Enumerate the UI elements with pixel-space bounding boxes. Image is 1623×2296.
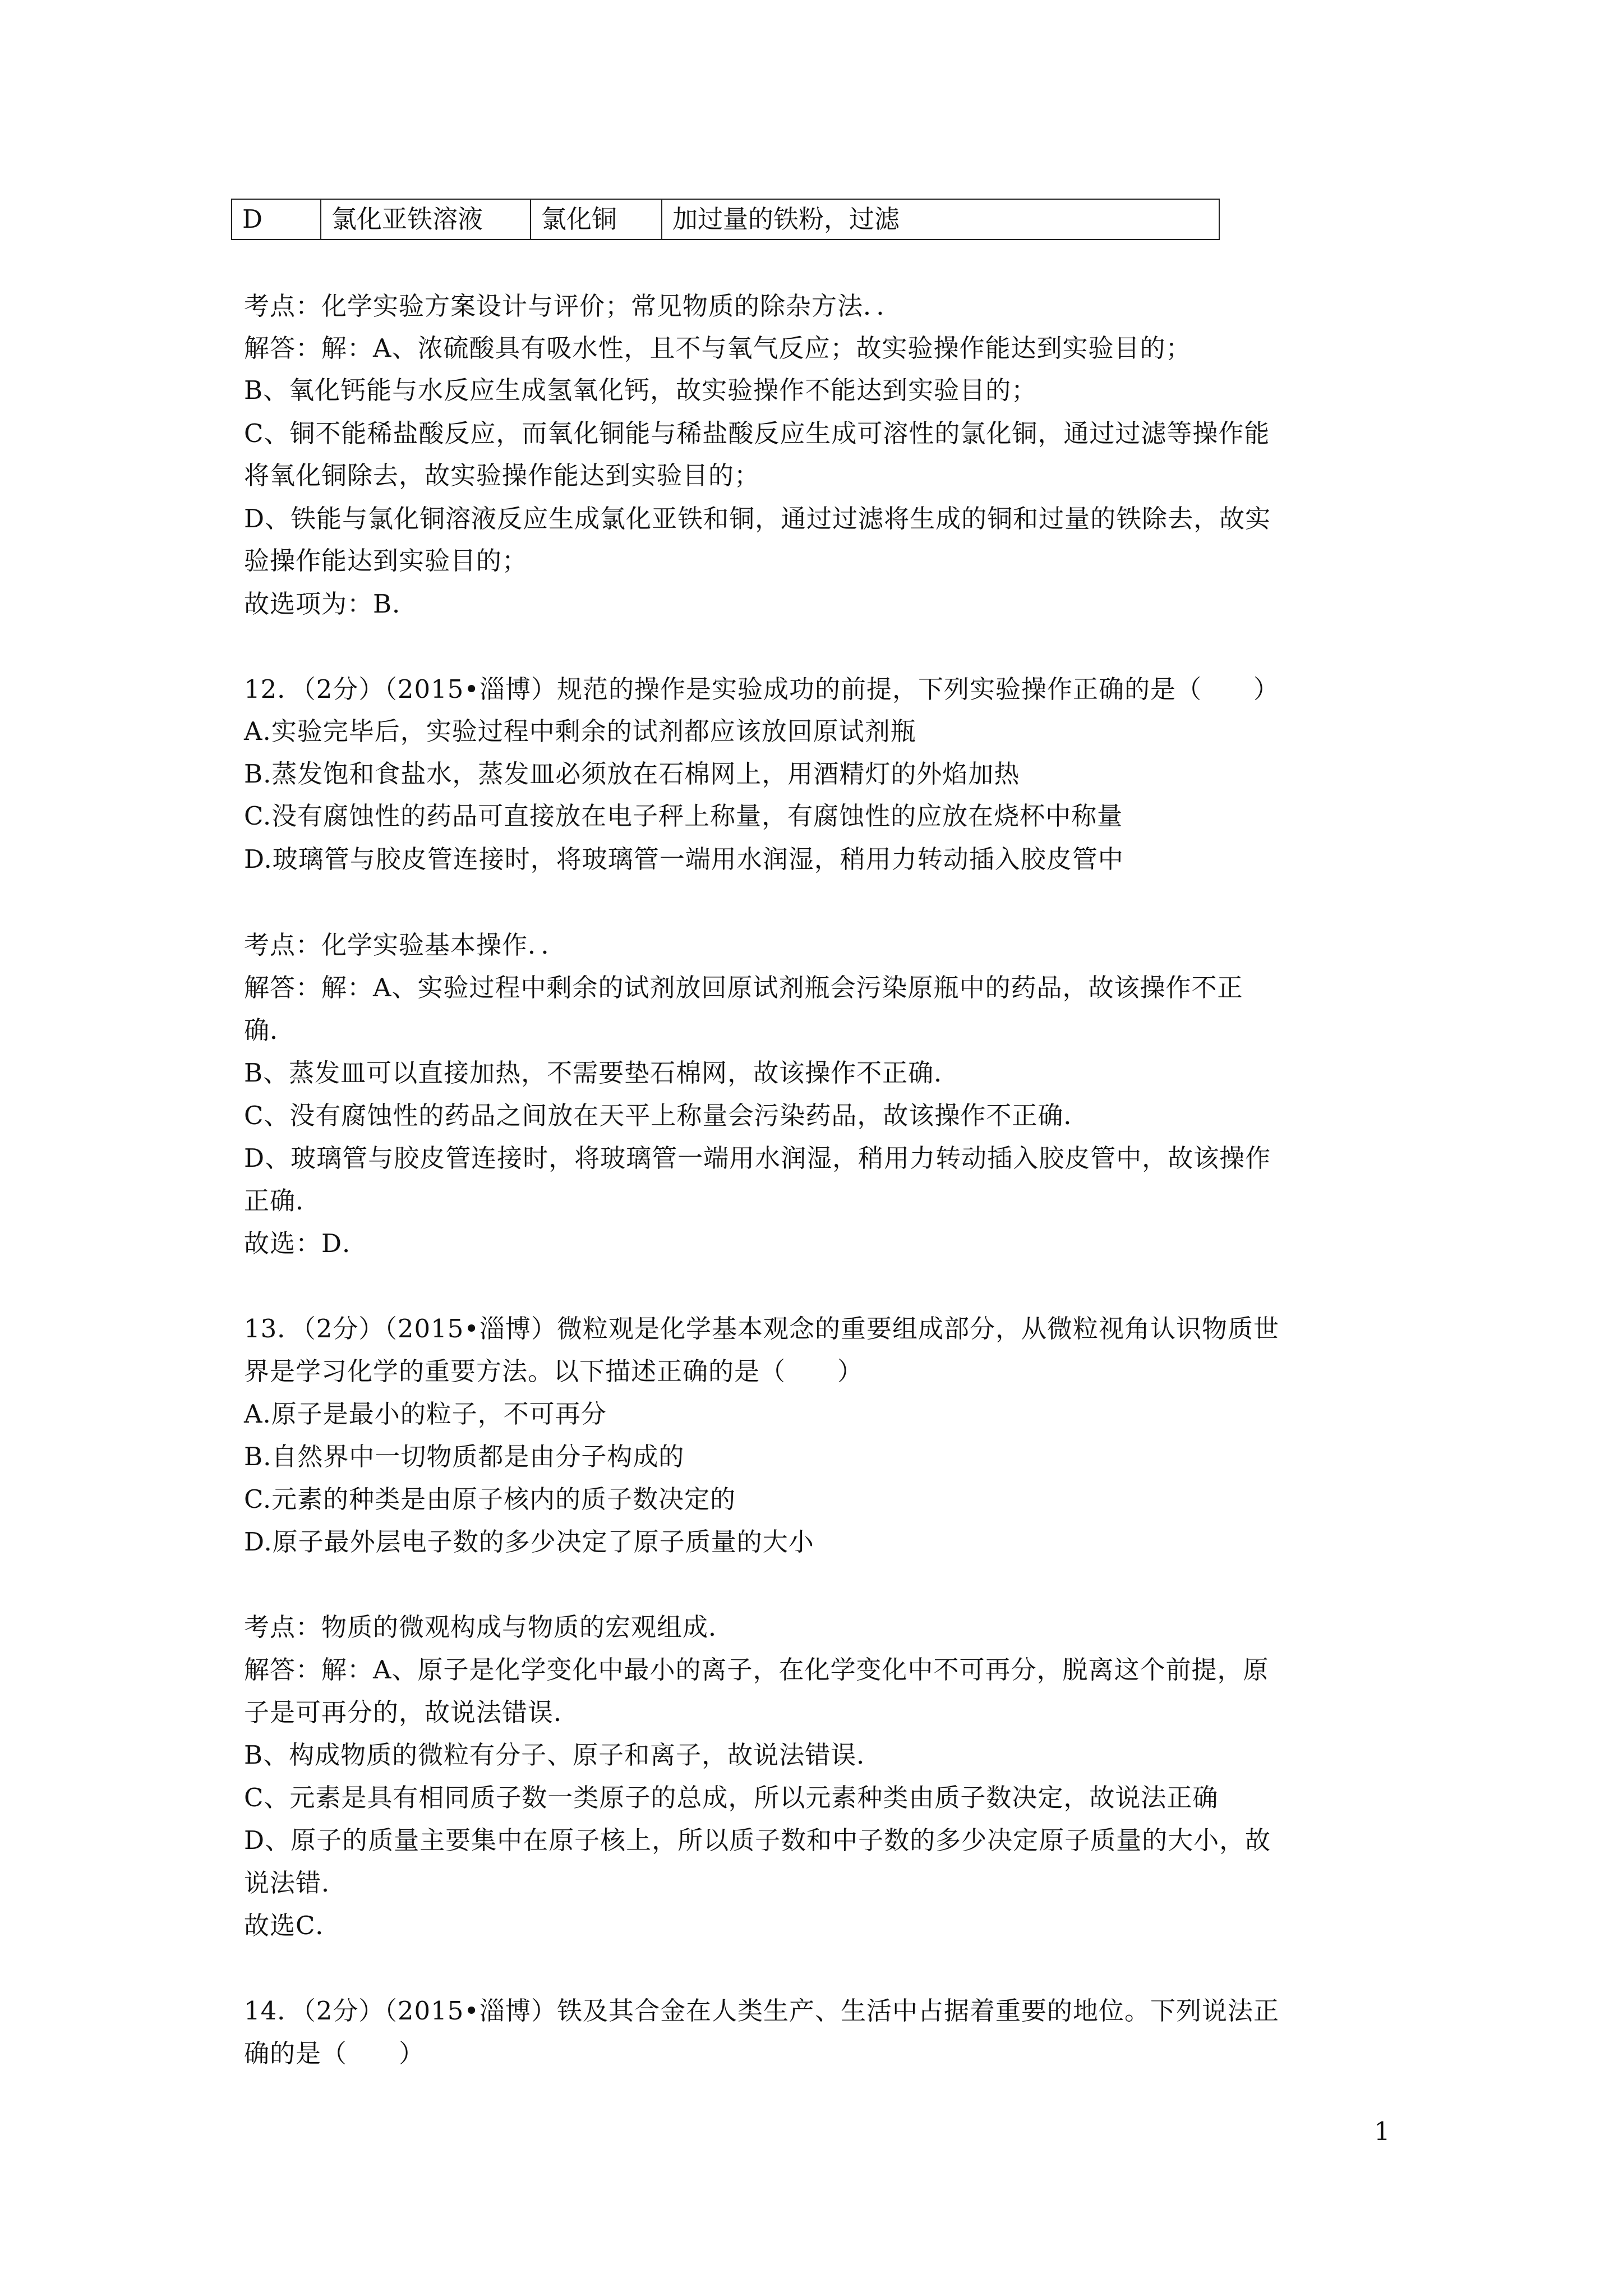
table-row — [232, 199, 1219, 240]
text-line: 解答：解：A、原子是化学变化中最小的离子，在化学变化中不可再分，脱离这个前提，原 — [244, 1655, 1269, 1685]
text-line: 考点：化学实验基本操作．． — [244, 930, 567, 960]
question-title: 确的是（ ） — [244, 2039, 425, 2068]
option-line: B.自然界中一切物质都是由分子构成的 — [244, 1442, 685, 1471]
text-line: 解答：解：A、浓硫酸具有吸水性，且不与氧气反应；故实验操作能达到实验目的； — [244, 333, 1192, 363]
text-line: 故选：D． — [244, 1228, 368, 1258]
text-line: 将氧化铜除去，故实验操作能达到实验目的； — [244, 461, 760, 490]
question-title: 13．（2分）（2015•淄博）微粒观是化学基本观念的重要组成部分，从微粒视角认识物质世 — [244, 1314, 1279, 1343]
table-cell: 加过量的铁粉，过滤 — [662, 199, 1219, 240]
text-line: C、没有腐蚀性的药品之间放在天平上称量会污染药品，故该操作不正确． — [244, 1101, 1090, 1130]
text-line: C、元素是具有相同质子数一类原子的总成，所以元素种类由质子数决定，故说法正确 — [244, 1783, 1219, 1812]
question-title: 界是学习化学的重要方法。以下描述正确的是（ ） — [244, 1356, 864, 1386]
text-line: 确． — [244, 1015, 296, 1045]
text-line: 说法错． — [244, 1868, 348, 1898]
text-line: 验操作能达到实验目的； — [244, 546, 528, 576]
text-line: B、蒸发皿可以直接加热，不需要垫石棉网，故该操作不正确． — [244, 1058, 960, 1088]
question-title: 12．（2分）（2015•淄博）规范的操作是实验成功的前提，下列实验操作正确的是（ ） — [244, 674, 1279, 704]
text-line: 正确． — [244, 1186, 322, 1216]
option-line: D.原子最外层电子数的多少决定了原子质量的大小 — [244, 1527, 814, 1557]
text-line: B、氧化钙能与水反应生成氢氧化钙，故实验操作不能达到实验目的； — [244, 375, 1038, 405]
text-line: 解答：解：A、实验过程中剩余的试剂放回原试剂瓶会污染原瓶中的药品，故该操作不正 — [244, 973, 1243, 1002]
option-line: C.元素的种类是由原子核内的质子数决定的 — [244, 1484, 736, 1514]
text-line: B、构成物质的微粒有分子、原子和离子，故说法错误． — [244, 1740, 883, 1770]
table-cell: 氯化铜 — [531, 199, 662, 240]
text-line: D、原子的质量主要集中在原子核上，所以质子数和中子数的多少决定原子质量的大小，故 — [244, 1825, 1271, 1855]
question-title: 14．（2分）（2015•淄博）铁及其合金在人类生产、生活中占据着重要的地位。下列说法正 — [244, 1996, 1279, 2026]
options-table — [231, 199, 1220, 240]
text-line: 考点：化学实验方案设计与评价；常见物质的除杂方法．． — [244, 291, 902, 321]
text-line: C、铜不能稀盐酸反应，而氧化铜能与稀盐酸反应生成可溶性的氯化铜，通过过滤等操作能 — [244, 418, 1270, 448]
text-line: D、铁能与氯化铜溶液反应生成氯化亚铁和铜，通过过滤将生成的铜和过量的铁除去，故实 — [244, 504, 1271, 533]
option-line: A.原子是最小的粒子，不可再分 — [244, 1399, 607, 1429]
text-line: 子是可再分的，故说法错误． — [244, 1697, 580, 1727]
page-number: 1 — [1374, 2116, 1390, 2146]
option-line: A.实验完毕后，实验过程中剩余的试剂都应该放回原试剂瓶 — [244, 716, 916, 746]
option-line: B.蒸发饱和食盐水，蒸发皿必须放在石棉网上，用酒精灯的外焰加热 — [244, 759, 1020, 789]
text-line: D、玻璃管与胶皮管连接时，将玻璃管一端用水润湿，稍用力转动插入胶皮管中，故该操作 — [244, 1143, 1271, 1173]
option-line: D.玻璃管与胶皮管连接时，将玻璃管一端用水润湿，稍用力转动插入胶皮管中 — [244, 844, 1124, 874]
table-cell: D — [232, 199, 321, 240]
text-line: 故选项为：B． — [244, 589, 418, 619]
text-line: 考点：物质的微观构成与物质的宏观组成． — [244, 1612, 735, 1642]
text-line: 故选C． — [244, 1911, 342, 1940]
table-cell: 氯化亚铁溶液 — [321, 199, 531, 240]
option-line: C.没有腐蚀性的药品可直接放在电子秤上称量，有腐蚀性的应放在烧杯中称量 — [244, 801, 1123, 831]
